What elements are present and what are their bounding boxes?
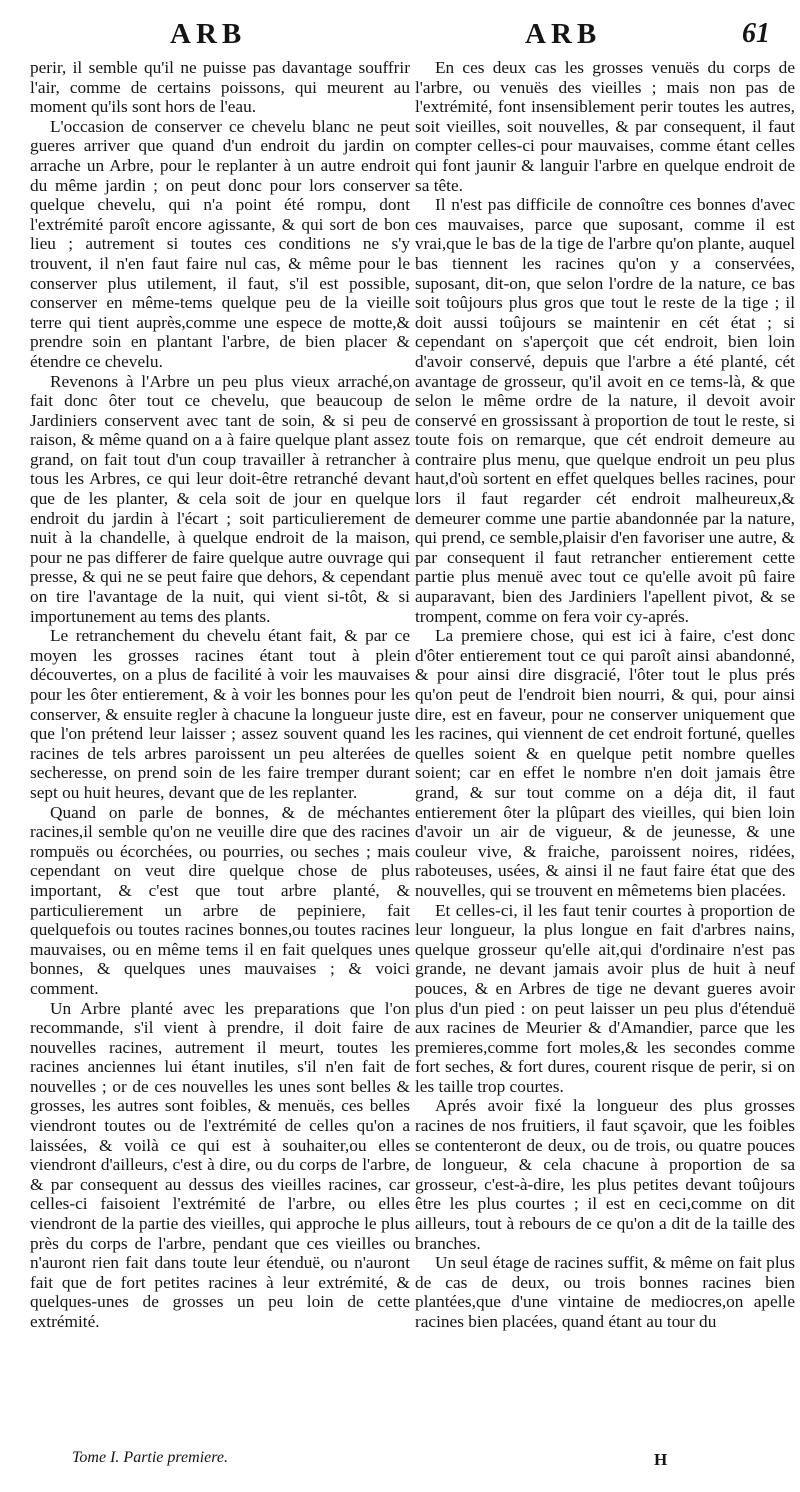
right-running-head: ARB xyxy=(525,18,602,50)
paragraph: Aprés avoir fixé la longueur des plus grosses racines de nos fruitiers, il faut sçavoir, que les foibles se contenteront de deux, ou de trois, ou quatre pouces de longueur, & cela chacune à proportion de sa grosseur, c'est-à-dire, les plus petites devant toûjours être les plus courtes ; il est en ceci,comme on dit ailleurs, tout à rebours de ce qu'on a dit de la taille des branches. xyxy=(415,1096,795,1253)
paragraph: La premiere chose, qui est ici à faire, c'est donc d'ôter entierement tout ce qui paroît ainsi abandonné, & pour ainsi dire disgracié, l'ôter tout le plus prés qu'on peut de l'endroit bien nourri, & qui, pour ainsi dire, est en faveur, pour ne conserver uniquement que les racines, qui viennent de cet endroit fortuné, quelles quelles soient & en quelque petit nombre quelles soient; car en effet le nombre n'en doit jamais être grand, & sur tout comme on a déja dit, il faut entierement ôter la plûpart des vieilles, qui bien loin d'avoir un air de vigueur, & de jeunesse, & une couleur vive, & fraiche, paroissent noires, ridées, raboteuses, usées, & ainsi il ne faut faire état que des nouvelles, qui se trouvent en mêmetems bien placées. xyxy=(415,626,795,900)
page-number: 61 xyxy=(742,18,770,49)
paragraph: Un seul étage de racines suffit, & même on fait plus de cas de deux, ou trois bonnes racines bien plantées,que d'une vintaine de mediocres,on apelle racines bien placées, quand étant au tour du xyxy=(415,1253,795,1331)
paragraph: Quand on parle de bonnes, & de méchantes racines,il semble qu'on ne veuille dire que des racines rompuës ou écorchées, ou pourries, ou seches ; mais cependant on veut dire quelque chose de plus important, & c'est que tout arbre planté, & particulierement un arbre de pepiniere, fait quelquefois ou toutes racines bonnes,ou toutes racines mauvaises, ou en même tems il en fait quelques unes bonnes, & quelques unes mauvaises ; & voici comment. xyxy=(30,802,410,998)
right-text-column xyxy=(415,58,795,1332)
left-running-head: ARB xyxy=(170,18,247,50)
paragraph: Le retranchement du chevelu étant fait, & par ce moyen les grosses racines étant tout à plein découvertes, on a plus de facilité à voir les mauvaises pour les ôter entierement, & à voir les bonnes pour les conserver, & ensuite regler à chacune la longueur juste que l'on prétend leur laisser ; assez souvent quand les racines de tels arbres paroissent un peu alterées de secheresse, on prend soin de les faire tremper durant sept ou huit heures, devant que de les replanter. xyxy=(30,626,410,802)
paragraph: Et celles-ci, il les faut tenir courtes à proportion de leur longueur, la plus longue en fait d'arbres nains, quelque grosseur qu'elle ait,qui d'ordinaire n'est pas grande, ne devant jamais avoir plus de huit à neuf pouces, & en Arbres de tige ne devant gueres avoir plus d'un pied : on peut laisser un peu plus d'étenduë aux racines de Meurier & d'Amandier, parce que les premieres,comme fort moles,& les secondes comme fort seches, & fort dures, courent risque de perir, si on les taille trop courtes. xyxy=(415,900,795,1096)
paragraph: perir, il semble qu'il ne puisse pas davantage souffrir l'air, comme de certains poissons, qui meurent au moment qu'ils sont hors de l'eau. xyxy=(30,58,410,117)
paragraph: En ces deux cas les grosses venuës du corps de l'arbre, ou venuës des vieilles ; mais non pas de l'extrémité, font insensiblement perir toutes les autres, soit vieilles, soit nouvelles, & par consequent, il faut compter celles-ci pour mauvaises, comme étant celles qui font jaunir & languir l'arbre en quelque endroit de sa tête. xyxy=(415,58,795,195)
paragraph: Il n'est pas difficile de connoître ces bonnes d'avec ces mauvaises, parce que suposant, comme il est vrai,que le bas de la tige de l'arbre qu'on plante, auquel bas tiennent les racines qu'on y a conservées, suposant, dit-on, que selon l'ordre de la nature, ce bas soit toûjours plus gros que tout le reste de la tige ; il doit aussi toûjours se maintenir en cét état ; si cependant on s'aperçoit que cét endroit, bien loin d'avoir conservé, depuis que l'arbre a été planté, cét avantage de grosseur, qu'il avoit en ce tems-là, & que selon le même ordre de la nature, il devoit avoir conservé en grossissant à proportion de tout le reste, si toute fois on remarque, que cét endroit demeure au contraire plus menu, que quelque endroit un peu plus haut,d'où sortent en effet quelques belles racines, pour lors il faut regarder cét endroit malheureux,& demeurer comme une partie abandonnée par la nature, qui prend, ce semble,plaisir d'en favoriser une autre, & par consequent il faut retrancher entierement cette partie plus menuë avec tout ce qu'elle avoit pû faire auparavant, bien des Jardiniers l'apellent pivot, & se trompent, comme on fera voir cy-aprés. xyxy=(415,195,795,626)
paragraph: Un Arbre planté avec les preparations que l'on recommande, s'il vient à prendre, il doit faire de nouvelles racines, autrement il meurt, toutes les racines anciennes lui étant inutiles, s'il n'en fait de nouvelles ; or de ces nouvelles les unes sont belles & grosses, les autres sont foibles, & menuës, ces belles viendront toutes ou de l'extrémité de celles qu'on a laissées, & voilà ce qui est à souhaiter,ou elles viendront d'ailleurs, c'est à dire, ou du corps de l'arbre, & par consequent au dessus des vieilles racines, car celles-ci faisoient l'extrémité de l'arbre, ou elles viendront de la partie des vieilles, qui approche le plus près du corps de l'arbre, pendant que ces vieilles ou n'auront rien fait dans toute leur étenduë, ou n'auront fait que de fort petites racines à leur extrémité, & quelques-unes de grosses un peu loin de cette extrémité. xyxy=(30,998,410,1331)
paragraph: Revenons à l'Arbre un peu plus vieux arraché,on fait donc ôter tout ce chevelu, que beaucoup de Jardiniers conservent avec tant de soin, & si peu de raison, & même quand on a à faire quelque plant assez grand, on fait tout d'un coup travailler à retrancher à tous les Arbres, ce qui leur doit-être retranché devant que de les planter, & cela soit de jour en quelque endroit du jardin à l'écart ; soit particulierement de nuit à la chandelle, à quelque endroit de la maison, pour ne pas differer de faire quelque autre ouvrage qui presse, & qui ne se peut faire que dehors, & cependant on tire l'avantage de la nuit, qui vient si-tôt, & si importunement au tems des plants. xyxy=(30,371,410,626)
paragraph: L'occasion de conserver ce chevelu blanc ne peut gueres arriver que quand d'un endroit du jardin on arrache un Arbre, pour le replanter à un autre endroit du même jardin ; on peut donc pour lors conserver quelque chevelu, qui n'a point été rompu, dont l'extrémité paroît encore agissante, & qui sort de bon lieu ; autrement si toutes ces conditions ne s'y trouvent, il n'en faut faire nul cas, & même pour le conserver plus utilement, il faut, s'il est possible, conserver en même-tems quelque peu de la vieille terre qui tient auprès,comme une espece de motte,& prendre soin en plantant l'arbre, de bien placer & étendre ce chevelu. xyxy=(30,116,410,371)
left-text-column xyxy=(30,58,410,1332)
volume-footer: Tome I. Partie premiere. xyxy=(72,1449,228,1466)
signature-mark: H xyxy=(654,1450,668,1469)
